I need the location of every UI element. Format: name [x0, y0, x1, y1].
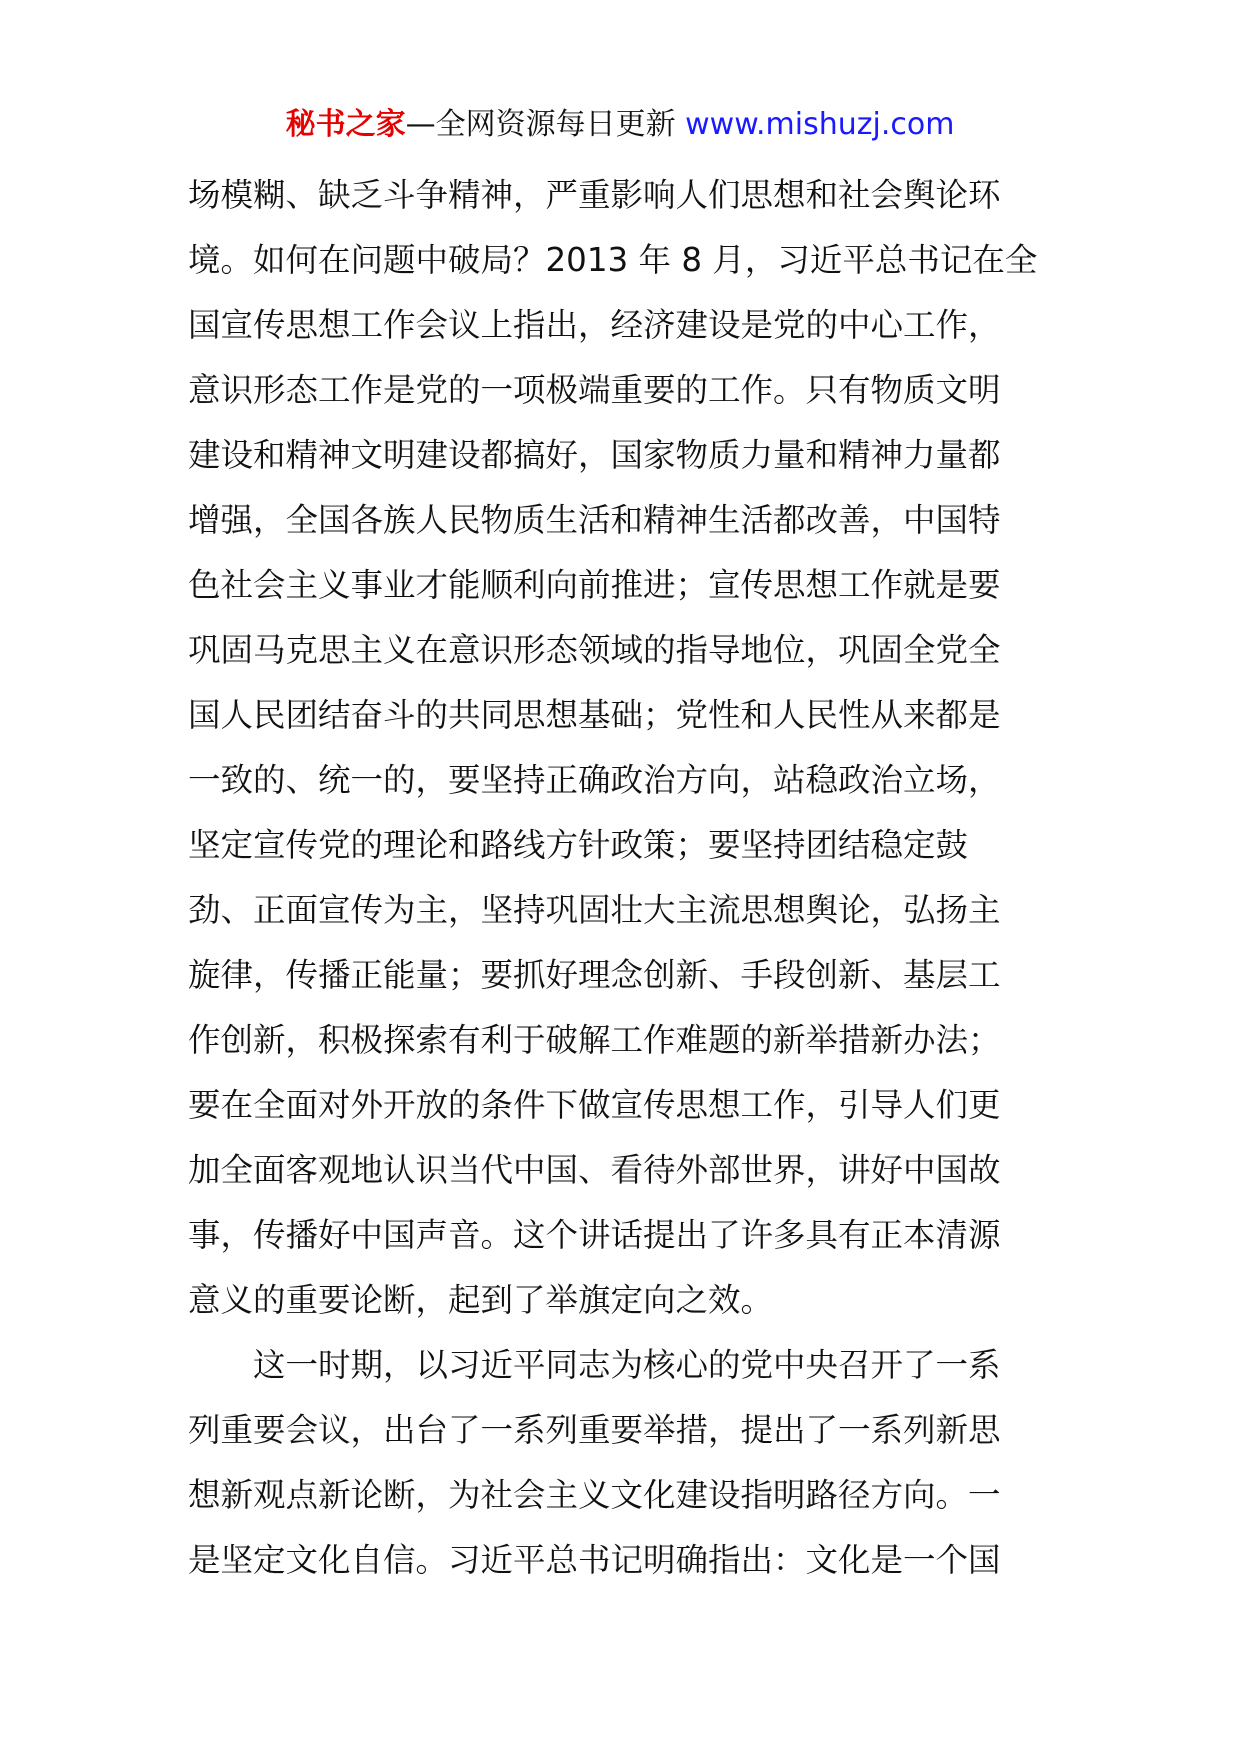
text-line: 作创新，积极探索有利于破解工作难题的新举措新办法； [188, 1021, 1001, 1059]
header-brand: 秘书之家 [285, 107, 406, 142]
text-line: 这一时期，以习近平同志为核心的党中央召开了一系 [253, 1346, 1001, 1384]
text-line: 建设和精神文明建设都搞好，国家物质力量和精神力量都 [188, 436, 1001, 474]
text-line: 增强，全国各族人民物质生活和精神生活都改善，中国特 [188, 501, 1001, 539]
page-header [0, 100, 1240, 150]
text-line: 旋律，传播正能量；要抓好理念创新、手段创新、基层工 [188, 956, 1001, 994]
text-line: 坚定宣传党的理论和路线方针政策；要坚持团结稳定鼓 [188, 826, 969, 864]
text-line: 色社会主义事业才能顺利向前推进；宣传思想工作就是要 [188, 566, 1001, 604]
text-line: 是坚定文化自信。习近平总书记明确指出：文化是一个国 [188, 1541, 1001, 1579]
text-line: 一致的、统一的，要坚持正确政治方向，站稳政治立场， [188, 761, 1001, 799]
text-line: 想新观点新论断，为社会主义文化建设指明路径方向。一 [188, 1476, 1001, 1514]
text-line: 要在全面对外开放的条件下做宣传思想工作，引导人们更 [188, 1086, 1001, 1124]
text-line: 场模糊、缺乏斗争精神，严重影响人们思想和社会舆论环 [188, 176, 1001, 214]
text-line: 列重要会议，出台了一系列重要举措，提出了一系列新思 [188, 1411, 1001, 1449]
header-tagline: —全网资源每日更新 [405, 107, 686, 142]
text-line: 境。如何在问题中破局？2013 年 8 月，习近平总书记在全 [188, 241, 1038, 279]
paragraph [188, 1333, 1056, 1593]
text-line: 劲、正面宣传为主，坚持巩固壮大主流思想舆论，弘扬主 [188, 891, 1001, 929]
text-line: 意识形态工作是党的一项极端重要的工作。只有物质文明 [188, 371, 1001, 409]
text-line: 意义的重要论断，起到了举旗定向之效。 [188, 1281, 774, 1319]
text-line: 加全面客观地认识当代中国、看待外部世界，讲好中国故 [188, 1151, 1001, 1189]
text-line: 事，传播好中国声音。这个讲话提出了许多具有正本清源 [188, 1216, 1001, 1254]
text-line: 国宣传思想工作会议上指出，经济建设是党的中心工作， [188, 306, 1001, 344]
header-url-link[interactable]: www.mishuzj.com [685, 107, 955, 142]
text-line: 巩固马克思主义在意识形态领域的指导地位，巩固全党全 [188, 631, 1001, 669]
document-body [188, 163, 1056, 1593]
text-line: 国人民团结奋斗的共同思想基础；党性和人民性从来都是 [188, 696, 1001, 734]
paragraph [188, 163, 1056, 1333]
